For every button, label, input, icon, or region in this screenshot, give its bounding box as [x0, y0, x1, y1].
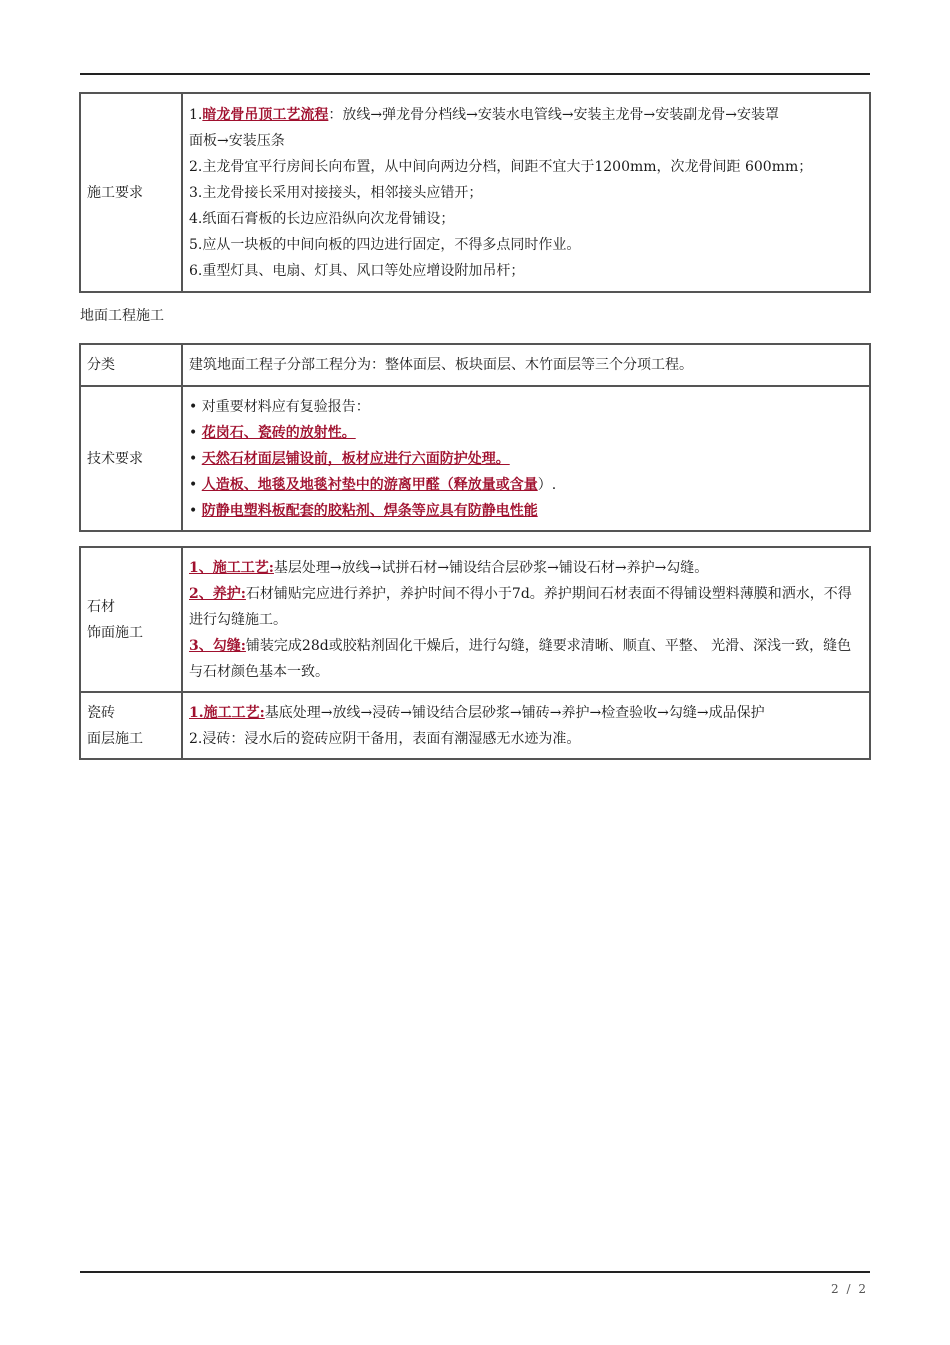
list-item: 2.浸砖：浸水后的瓷砖应阴干备用，表面有潮湿感无水迹为准。 [189, 731, 581, 747]
bullet: • [189, 477, 198, 493]
list-text: 基层处理→放线→试拼石材→铺设结合层砂浆→铺设石材→养护→勾缝。 [273, 560, 709, 576]
highlight-text: 3、勾缝: [189, 638, 246, 654]
table-label: 分类 [80, 344, 182, 386]
list-text: ）. [537, 477, 557, 493]
list-item: 6.重型灯具、电扇、灯具、风口等处应增设附加吊杆； [189, 263, 525, 279]
list-text: 面板→安装压条 [189, 133, 285, 149]
highlight-text: 花岗石、瓷砖的放射性。 [201, 425, 356, 441]
table-content [182, 547, 870, 692]
table-label [80, 547, 182, 692]
bullet: • [189, 503, 198, 519]
highlight-text: 暗龙骨吊顶工艺流程 [202, 107, 329, 123]
floor-classification-table [79, 343, 871, 532]
table-label: 施工要求 [80, 93, 182, 292]
table-content [182, 386, 870, 531]
section-title: 地面工程施工 [80, 308, 164, 324]
bullet: • [189, 451, 198, 467]
table-content [182, 93, 870, 292]
ceiling-requirements-table [79, 92, 871, 293]
highlight-text: 人造板、地毯及地毯衬垫中的游离甲醛（释放量或含量 [201, 477, 538, 493]
label-line: 饰面施工 [87, 624, 143, 641]
list-item: 5.应从一块板的中间向板的四边进行固定，不得多点同时作业。 [189, 237, 581, 253]
header-rule [80, 73, 870, 75]
list-text: 铺装完成28d或胶粘剂固化干燥后，进行勾缝，缝要求清晰、顺直、平整、 光滑、深浅一致，缝色与石材颜色基本一致。 [189, 638, 852, 680]
floor-construction-table [79, 546, 871, 760]
list-item: 3.主龙骨接长采用对接接头，相邻接头应错开； [189, 185, 483, 201]
list-item: 4.纸面石膏板的长边应沿纵向次龙骨铺设； [189, 211, 455, 227]
label-line: 石材 [87, 598, 115, 615]
highlight-text: 防静电塑料板配套的胶粘剂、焊条等应具有防静电性能 [201, 503, 538, 519]
list-text: ：放线→弹龙骨分档线→安装水电管线→安装主龙骨→安装副龙骨→安装罩 [328, 107, 780, 123]
label-line: 面层施工 [87, 730, 143, 747]
list-number: 1. [189, 107, 203, 123]
list-item: 2.主龙骨宜平行房间长向布置，从中间向两边分档，间距不宜大于1200mm，次龙骨间距 600mm； [189, 159, 813, 175]
highlight-text: 天然石材面层铺设前，板材应进行六面防护处理。 [201, 451, 510, 467]
highlight-text: 1、施工工艺: [189, 560, 274, 576]
label-line: 瓷砖 [87, 704, 115, 721]
highlight-text: 1.施工工艺: [189, 705, 265, 721]
list-text: 石材铺贴完应进行养护，养护时间不得小于7d。养护期间石材表面不得铺设塑料薄膜和洒水，不得进行勾缝施工。 [189, 586, 852, 628]
table-content [182, 692, 870, 759]
footer-rule [80, 1271, 870, 1273]
table-label [80, 692, 182, 759]
bullet: • [189, 425, 198, 441]
list-text: 基底处理→放线→浸砖→铺设结合层砂浆→铺砖→养护→检查验收→勾缝→成品保护 [264, 705, 765, 721]
table-label: 技术要求 [80, 386, 182, 531]
table-content: 建筑地面工程子分部工程分为：整体面层、板块面层、木竹面层等三个分项工程。 [182, 344, 870, 386]
page-number: 2 / 2 [831, 1282, 868, 1296]
list-item: • 对重要材料应有复验报告： [189, 399, 370, 415]
highlight-text: 2、养护: [189, 586, 246, 602]
